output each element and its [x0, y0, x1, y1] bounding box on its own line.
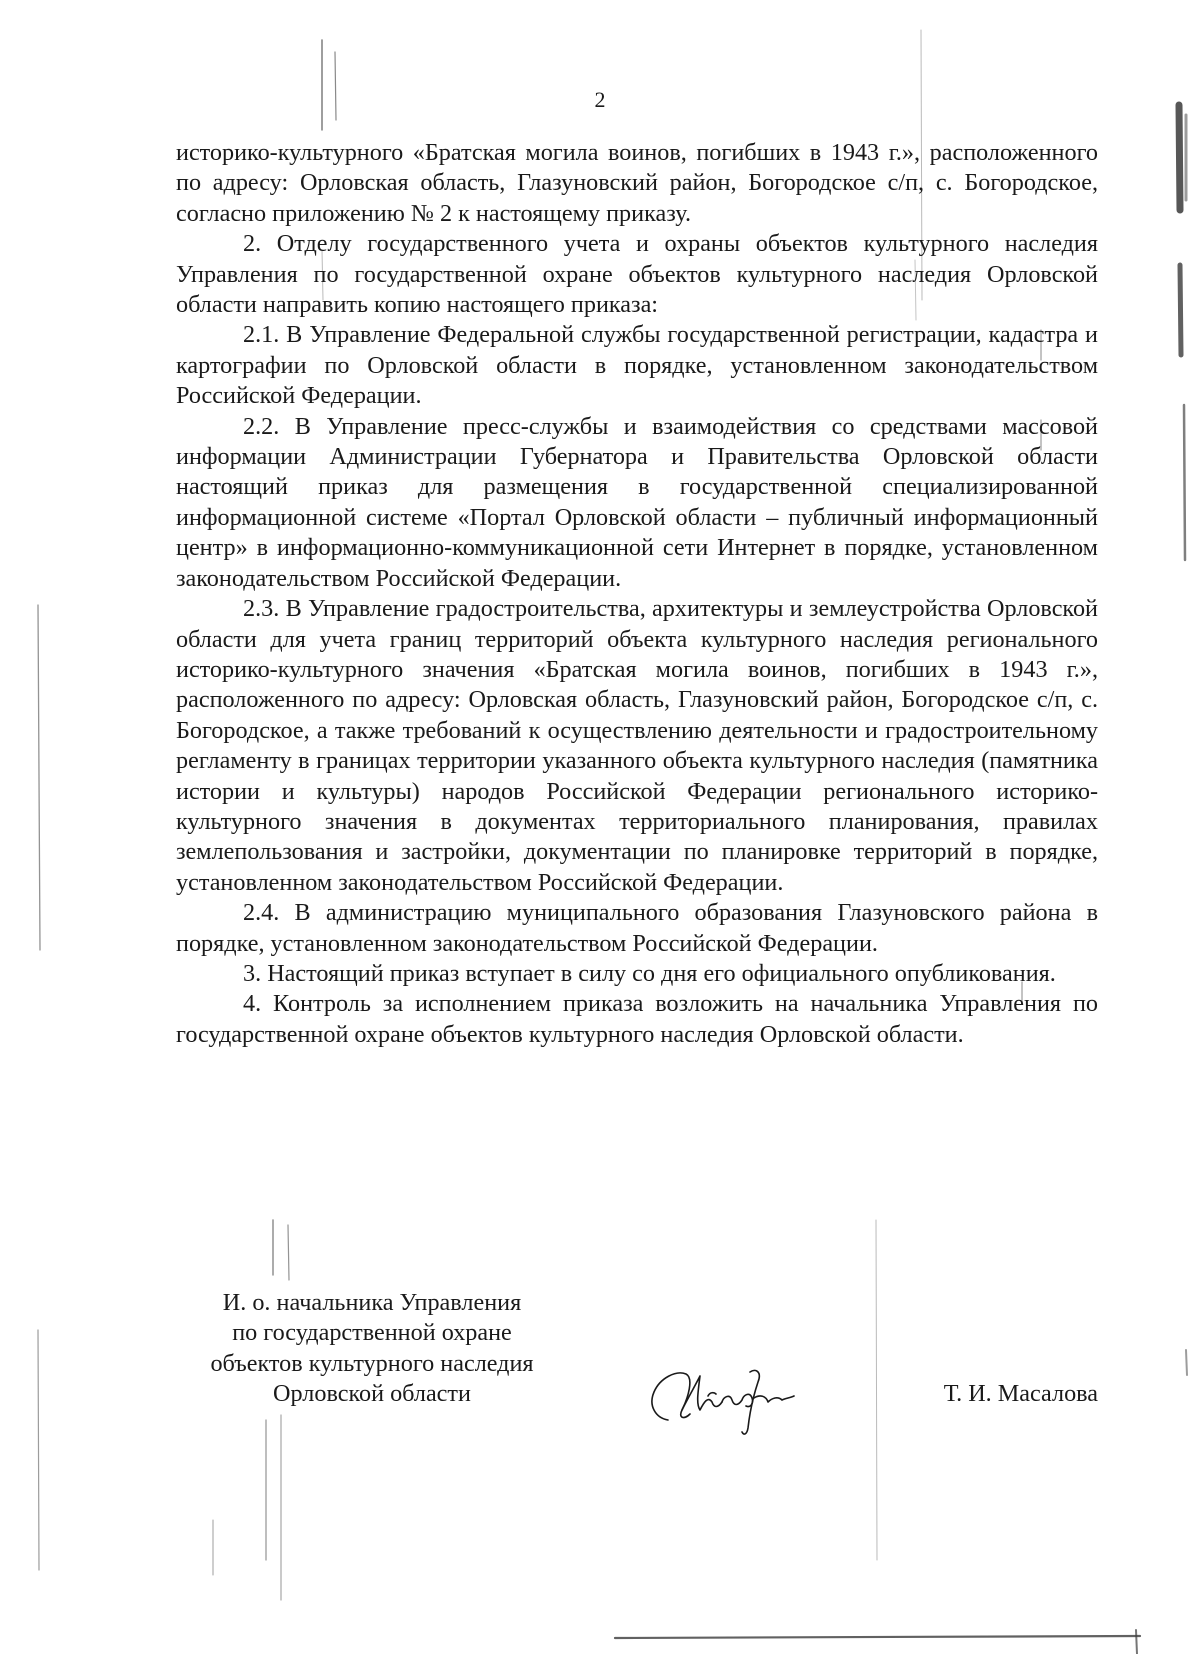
signatory-position-line: Орловской области	[273, 1380, 471, 1408]
document-body	[176, 138, 1098, 1050]
paragraph-item-2-2: 2.2. В Управление пресс-службы и взаимодействия со средствами массовой информации Администрации Губернатора и Правительства Орловской области настоящий приказ для размещения в государственной специализированной информационной системе «Портал Орловской области – публичный информационный центр» в информационно-коммуникационной сети Интернет в порядке, установленном законодательством Российской Федерации.	[176, 412, 1098, 592]
paragraph-item-2: 2. Отделу государственного учета и охраны объектов культурного наследия Управления по государственной охране объектов культурного наследия Орловской области направить копию настоящего приказа:	[176, 230, 1098, 319]
signatory-position	[176, 1288, 568, 1410]
paragraph-item-3: 3. Настоящий приказ вступает в силу со дня его официального опубликования.	[243, 959, 1056, 987]
paragraph-item-2-1: 2.1. В Управление Федеральной службы государственной регистрации, кадастра и картографии по Орловской области в порядке, установленном законодательством Российской Федерации.	[176, 321, 1098, 410]
paragraph-item-2-4: 2.4. В администрацию муниципального образования Глазуновского района в порядке, установленном законодательством Российской Федерации.	[176, 899, 1098, 957]
handwritten-signature	[638, 1358, 808, 1438]
signatory-position-line: объектов культурного наследия	[210, 1349, 534, 1377]
signatory-position-line: по государственной охране	[232, 1319, 512, 1347]
paragraph-item-2-3: 2.3. В Управление градостроительства, архитектуры и землеустройства Орловской области для учета границ территорий объекта культурного наследия регионального историко-культурного значения «Братская могила воинов, погибших в 1943 г.», расположенного по адресу: Орловская область, Глазуновский район, Богородское с/п, с. Богородское, а также требований к осуществлению деятельности и градостроительному регламенту в границах территории указанного объекта культурного наследия (памятника истории и культуры) народов Российской Федерации регионального историко-культурного значения в документах территориального планирования, правилах землепользования и застройки, документации по планировке территорий в порядке, установленном законодательством Российской Федерации.	[176, 595, 1098, 896]
signatory-name: Т. И. Масалова	[943, 1380, 1098, 1407]
signatory-position-line: И. о. начальника Управления	[222, 1289, 522, 1316]
paragraph-intro-continuation: историко-культурного «Братская могила воинов, погибших в 1943 г.», расположенного по адресу: Орловская область, Глазуновский район, Богородское с/п, с. Богородское, согласно приложению № 2 к настоящему приказу.	[176, 139, 1098, 227]
signature-block	[176, 1288, 1098, 1428]
paragraph-item-4: 4. Контроль за исполнением приказа возложить на начальника Управления по государственной охране объектов культурного наследия Орловской области.	[176, 990, 1098, 1048]
page-number: 2	[594, 87, 606, 112]
